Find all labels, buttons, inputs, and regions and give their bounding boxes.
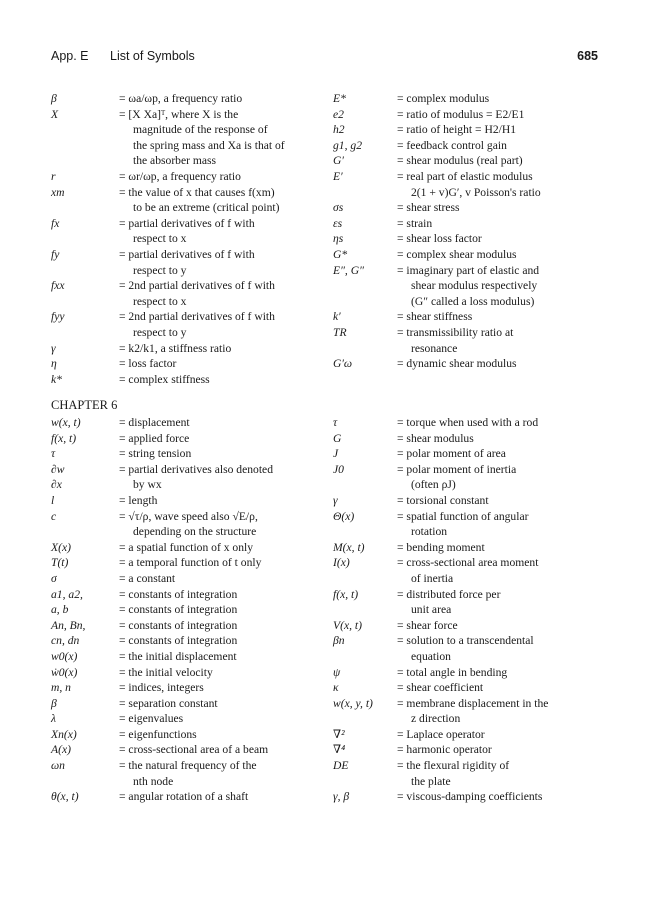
- symbol: G*: [333, 247, 348, 261]
- symbol: βn: [333, 634, 345, 648]
- definition: 2(1 + v)G′, v Poisson's ratio: [411, 185, 541, 199]
- symbol: [51, 263, 119, 279]
- definition: = strain: [397, 216, 433, 230]
- symbol-row: [51, 263, 319, 279]
- definition: = complex modulus: [397, 92, 490, 105]
- symbol-row: [333, 540, 599, 556]
- definition: = membrane displacement in the: [397, 696, 549, 710]
- definition: = a constant: [119, 571, 176, 585]
- symbol-row: [51, 633, 319, 649]
- definition: = imaginary part of elastic and: [397, 263, 540, 277]
- symbol-row: [51, 571, 319, 587]
- symbol-row: [51, 309, 319, 325]
- symbol-row: [333, 742, 599, 758]
- symbol-row: [333, 665, 599, 681]
- header-title: List of Symbols: [110, 49, 195, 63]
- symbol: ∂w: [51, 462, 65, 476]
- symbol: r: [51, 169, 56, 183]
- symbol-row: [333, 524, 599, 540]
- symbol-row: [333, 263, 599, 279]
- symbol: fx: [51, 216, 60, 230]
- symbol: τ: [51, 447, 56, 461]
- symbol-row: [51, 696, 319, 712]
- definition: = shear force: [397, 618, 458, 632]
- definition: = partial derivatives also denoted: [119, 462, 273, 476]
- symbol: w0(x): [51, 649, 78, 663]
- symbol-row: [333, 309, 599, 325]
- symbol: c: [51, 509, 57, 523]
- symbol-row: [51, 372, 319, 388]
- symbol-row: [51, 587, 319, 603]
- symbol-row: [333, 587, 599, 603]
- definition: = constants of integration: [119, 618, 238, 632]
- symbol-row: [51, 789, 319, 805]
- symbol-row: [51, 680, 319, 696]
- symbol-row: [333, 356, 599, 372]
- definition: respect to y: [133, 263, 187, 277]
- appendix-label: App. E: [51, 49, 89, 63]
- symbol: M(x, t): [333, 540, 365, 554]
- symbol-row: [333, 711, 599, 727]
- definition: = the initial velocity: [119, 665, 213, 679]
- symbol: [333, 649, 397, 665]
- symbol: [51, 122, 119, 138]
- symbol: [333, 294, 397, 310]
- definition: = string tension: [119, 447, 192, 461]
- definition: (often ρJ): [411, 478, 456, 492]
- symbol: [333, 524, 397, 540]
- symbol-row: [333, 602, 599, 618]
- definition: = shear stiffness: [397, 310, 473, 324]
- definition: = feedback control gain: [397, 138, 507, 152]
- symbol: [333, 477, 397, 493]
- definition: = partial derivatives of f with: [119, 247, 255, 261]
- symbol-row: [51, 477, 319, 493]
- symbol-row: [333, 341, 599, 357]
- symbol: ẇ0(x): [51, 665, 78, 679]
- symbol: a, b: [51, 603, 69, 617]
- symbol-row: [51, 524, 319, 540]
- definition: = the natural frequency of the: [119, 759, 257, 773]
- symbol: ψ: [333, 665, 341, 679]
- symbol: ∂x: [51, 478, 62, 492]
- definition: respect to y: [133, 325, 187, 339]
- symbol: e2: [333, 107, 344, 121]
- symbol: xm: [51, 185, 65, 199]
- definition: = angular rotation of a shaft: [119, 790, 249, 804]
- symbol: Θ(x): [333, 509, 355, 523]
- symbol: [51, 200, 119, 216]
- symbol-row: [51, 153, 319, 169]
- definition: = bending moment: [397, 540, 485, 554]
- symbol-row: [51, 107, 319, 123]
- definition: = displacement: [119, 416, 190, 429]
- definition: = solution to a transcendental: [397, 634, 534, 648]
- symbol: [333, 711, 397, 727]
- symbol-row: [51, 231, 319, 247]
- symbol-row: [333, 278, 599, 294]
- definition: = cross-sectional area of a beam: [119, 743, 269, 757]
- symbol: [51, 294, 119, 310]
- symbol: [333, 341, 397, 357]
- symbol-row: [51, 618, 319, 634]
- definition: = the value of x that causes f(xm): [119, 185, 275, 199]
- symbol: I(x): [333, 556, 350, 570]
- page-number: 685: [577, 49, 598, 63]
- definition: = dynamic shear modulus: [397, 357, 517, 371]
- symbol: β: [51, 696, 57, 710]
- symbol-row: [51, 665, 319, 681]
- symbol-row: [51, 446, 319, 462]
- definition: = a temporal function of t only: [119, 556, 262, 570]
- symbol-row: [51, 727, 319, 743]
- symbol: fxx: [51, 279, 65, 293]
- definition: = constants of integration: [119, 587, 238, 601]
- symbol: ∇⁴: [333, 743, 346, 757]
- definition: respect to x: [133, 232, 187, 246]
- symbol-row: [51, 200, 319, 216]
- symbol: f(x, t): [333, 587, 359, 601]
- symbol-row: [333, 231, 599, 247]
- definition: = ratio of modulus = E2/E1: [397, 107, 525, 121]
- symbol-row: [51, 711, 319, 727]
- symbol: G′: [333, 154, 344, 168]
- symbol-row: [51, 774, 319, 790]
- symbol-row: [333, 774, 599, 790]
- symbol-row: [333, 509, 599, 525]
- definition: = spatial function of angular: [397, 509, 529, 523]
- definition: = eigenfunctions: [119, 727, 197, 741]
- definition: = loss factor: [119, 357, 177, 371]
- symbol: [51, 153, 119, 169]
- symbol: DE: [333, 759, 349, 773]
- definition: = shear modulus (real part): [397, 154, 523, 168]
- symbol-row: [51, 356, 319, 372]
- symbol: fyy: [51, 310, 65, 324]
- definition: = 2nd partial derivatives of f with: [119, 279, 275, 293]
- symbol: ηs: [333, 232, 344, 246]
- symbol-row: [333, 680, 599, 696]
- symbol-row: [51, 649, 319, 665]
- definition: = √τ/ρ, wave speed also √E/ρ,: [119, 509, 258, 523]
- symbol-row: [333, 91, 599, 107]
- symbol: [51, 325, 119, 341]
- symbols-right-column-2: [333, 415, 599, 805]
- symbol-row: [51, 509, 319, 525]
- definition: respect to x: [133, 294, 187, 308]
- symbol-row: [333, 462, 599, 478]
- symbol: X(x): [51, 540, 71, 554]
- symbol-row: [51, 91, 319, 107]
- symbol-row: [333, 216, 599, 232]
- definition: = ratio of height = H2/H1: [397, 123, 517, 137]
- definition: = polar moment of area: [397, 447, 506, 461]
- symbol: cn, dn: [51, 634, 80, 648]
- definition: = partial derivatives of f with: [119, 216, 255, 230]
- symbol-row: [51, 555, 319, 571]
- symbol-row: [333, 138, 599, 154]
- definition: the spring mass and Xa is that of: [133, 138, 285, 152]
- definition: = ωa/ωp, a frequency ratio: [119, 92, 243, 105]
- symbol-row: [51, 341, 319, 357]
- definition: resonance: [411, 341, 458, 355]
- symbol: a1, a2,: [51, 587, 83, 601]
- symbol: w(x, y, t): [333, 696, 373, 710]
- definition: = length: [119, 493, 158, 507]
- symbol-row: [51, 742, 319, 758]
- symbol: [51, 138, 119, 154]
- symbol: w(x, t): [51, 416, 81, 429]
- definition: = constants of integration: [119, 603, 238, 617]
- symbol-row: [51, 758, 319, 774]
- definition: (G″ called a loss modulus): [411, 294, 535, 308]
- symbol: [333, 185, 397, 201]
- symbol-row: [51, 602, 319, 618]
- definition: = [X Xa]ᵀ, where X is the: [119, 107, 239, 121]
- definition: = shear stress: [397, 201, 460, 215]
- symbol-row: [333, 325, 599, 341]
- symbol: m, n: [51, 681, 71, 695]
- symbol-row: [333, 122, 599, 138]
- symbol: V(x, t): [333, 618, 362, 632]
- symbol-row: [333, 294, 599, 310]
- symbol-row: [333, 571, 599, 587]
- definition: = shear loss factor: [397, 232, 482, 246]
- definition: = complex stiffness: [119, 372, 210, 386]
- symbol: ωn: [51, 759, 65, 773]
- symbol: λ: [51, 712, 57, 726]
- definition: = cross-sectional area moment: [397, 556, 539, 570]
- definition: = separation constant: [119, 696, 218, 710]
- symbol-row: [51, 431, 319, 447]
- symbol-row: [333, 169, 599, 185]
- symbol-row: [51, 540, 319, 556]
- symbol: γ: [51, 341, 56, 355]
- definition: to be an extreme (critical point): [133, 201, 280, 215]
- symbol-row: [333, 633, 599, 649]
- symbol: TR: [333, 325, 347, 339]
- symbol-row: [333, 618, 599, 634]
- symbol: η: [51, 357, 57, 371]
- symbol: E*: [333, 92, 346, 105]
- definition: = the initial displacement: [119, 649, 237, 663]
- definition: = the flexural rigidity of: [397, 759, 510, 773]
- definition: = 2nd partial derivatives of f with: [119, 310, 275, 324]
- symbol: [333, 278, 397, 294]
- symbol-row: [333, 247, 599, 263]
- definition: rotation: [411, 525, 448, 539]
- symbol-row: [51, 493, 319, 509]
- symbol: G: [333, 431, 342, 445]
- definition: = harmonic operator: [397, 743, 492, 757]
- definition: = distributed force per: [397, 587, 501, 601]
- definition: z direction: [411, 712, 461, 726]
- symbol-row: [51, 138, 319, 154]
- symbol: β: [51, 92, 57, 105]
- symbol: f(x, t): [51, 431, 77, 445]
- definition: = torsional constant: [397, 493, 489, 507]
- definition: = k2/k1, a stiffness ratio: [119, 341, 232, 355]
- definition: unit area: [411, 603, 452, 617]
- symbol-row: [333, 477, 599, 493]
- running-header: [51, 49, 598, 67]
- definition: = viscous-damping coefficients: [397, 790, 543, 804]
- symbol: [51, 524, 119, 540]
- definition: = torque when used with a rod: [397, 416, 539, 429]
- symbol-row: [333, 185, 599, 201]
- symbol-row: [51, 169, 319, 185]
- symbol: J: [333, 447, 339, 461]
- symbol: [333, 774, 397, 790]
- symbol: A(x): [51, 743, 71, 757]
- symbol: [51, 231, 119, 247]
- symbol-row: [333, 431, 599, 447]
- symbol-row: [333, 153, 599, 169]
- symbol: Xn(x): [51, 727, 77, 741]
- symbol: θ(x, t): [51, 790, 79, 804]
- definition: = total angle in bending: [397, 665, 508, 679]
- symbol: [51, 774, 119, 790]
- chapter-heading: CHAPTER 6: [51, 398, 118, 412]
- symbol: εs: [333, 216, 343, 230]
- symbol-row: [333, 555, 599, 571]
- definition: = constants of integration: [119, 634, 238, 648]
- symbol: E′: [333, 169, 343, 183]
- definition: nth node: [133, 774, 174, 788]
- symbol: X: [51, 107, 59, 121]
- definition: = Laplace operator: [397, 727, 485, 741]
- symbol-row: [333, 789, 599, 805]
- symbol: E″, G″: [333, 263, 364, 277]
- symbol-row: [333, 200, 599, 216]
- symbol-row: [333, 758, 599, 774]
- symbol-row: [333, 415, 599, 431]
- definition: magnitude of the response of: [133, 123, 268, 137]
- definition: = applied force: [119, 431, 190, 445]
- symbol-row: [333, 493, 599, 509]
- symbol-row: [51, 294, 319, 310]
- symbol: σs: [333, 201, 344, 215]
- definition: = complex shear modulus: [397, 247, 517, 261]
- symbols-left-column-1: [51, 91, 319, 387]
- symbol: [333, 571, 397, 587]
- definition: = a spatial function of x only: [119, 540, 254, 554]
- definition: the absorber mass: [133, 154, 217, 168]
- symbol-row: [51, 325, 319, 341]
- symbol-row: [51, 415, 319, 431]
- symbol: g1, g2: [333, 138, 362, 152]
- symbol: γ: [333, 493, 338, 507]
- definition: = shear coefficient: [397, 681, 484, 695]
- symbol: J0: [333, 462, 344, 476]
- definition: = indices, integers: [119, 681, 204, 695]
- symbol-row: [51, 247, 319, 263]
- definition: = real part of elastic modulus: [397, 169, 533, 183]
- definition: of inertia: [411, 571, 454, 585]
- symbol: τ: [333, 416, 338, 429]
- symbol-row: [51, 122, 319, 138]
- symbol-row: [51, 462, 319, 478]
- definition: depending on the structure: [133, 525, 257, 539]
- symbol-row: [51, 216, 319, 232]
- symbol: [333, 602, 397, 618]
- symbols-right-column-1: [333, 91, 599, 372]
- symbol-row: [333, 107, 599, 123]
- definition: = transmissibility ratio at: [397, 325, 514, 339]
- definition: = shear modulus: [397, 431, 474, 445]
- symbol: h2: [333, 123, 345, 137]
- symbol: k′: [333, 310, 341, 324]
- symbol: ∇²: [333, 727, 345, 741]
- symbol-row: [51, 185, 319, 201]
- symbol: κ: [333, 681, 339, 695]
- symbol: fy: [51, 247, 60, 261]
- symbol: An, Bn,: [51, 618, 86, 632]
- symbol-row: [333, 446, 599, 462]
- definition: shear modulus respectively: [411, 279, 538, 293]
- symbol: γ, β: [333, 790, 350, 804]
- symbol: σ: [51, 571, 57, 585]
- definition: the plate: [411, 774, 451, 788]
- symbol: k*: [51, 372, 62, 386]
- symbol: T(t): [51, 556, 69, 570]
- definition: = eigenvalues: [119, 712, 184, 726]
- symbol-row: [51, 278, 319, 294]
- symbol-row: [333, 727, 599, 743]
- symbol-row: [333, 696, 599, 712]
- definition: = ωr/ωp, a frequency ratio: [119, 169, 241, 183]
- symbols-left-column-2: [51, 415, 319, 805]
- definition: = polar moment of inertia: [397, 462, 517, 476]
- definition: equation: [411, 649, 451, 663]
- symbol: l: [51, 493, 55, 507]
- symbol: G′ω: [333, 357, 353, 371]
- definition: by wx: [133, 478, 162, 492]
- symbol-row: [333, 649, 599, 665]
